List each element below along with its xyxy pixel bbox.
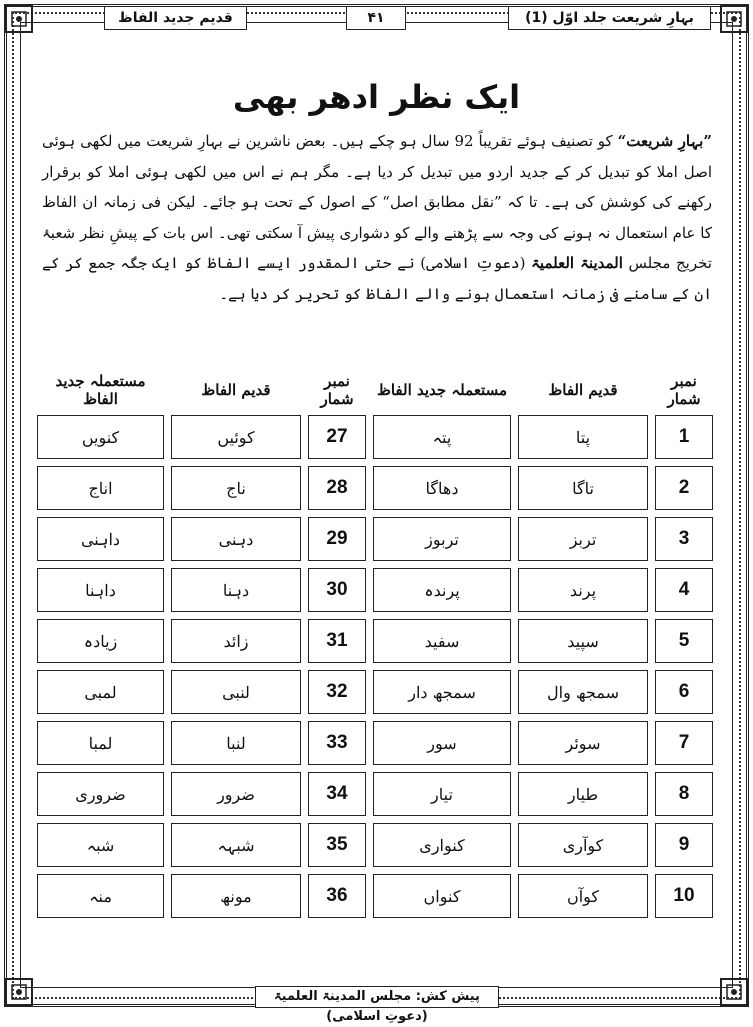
intro-paragraph	[42, 126, 712, 309]
serial-cell: 31	[308, 619, 366, 663]
new-word-cell: داہنا	[37, 568, 164, 612]
page-title: ایک نظر ادھر بھی	[232, 78, 521, 116]
old-word-cell: سمجھ وال	[518, 670, 648, 714]
new-word-cell: سور	[373, 721, 511, 765]
new-word-cell: داہنی	[37, 517, 164, 561]
new-word-cell: لمبا	[37, 721, 164, 765]
intro-org-name: المدینۃ العلمیۃ	[531, 254, 623, 272]
old-word-cell: تاگا	[518, 466, 648, 510]
header-serial-1: نمبر شمار	[667, 372, 701, 408]
serial-cell: 4	[655, 568, 713, 612]
table-row	[37, 670, 713, 714]
header-book-title: بہارِ شریعت جلد اوّل (1)	[508, 6, 711, 30]
new-word-cell: لمبی	[37, 670, 164, 714]
corner-ornament-top-left	[2, 2, 36, 36]
words-table	[37, 365, 713, 925]
old-word-cell: کوآں	[518, 874, 648, 918]
header-section-title: قدیم جدید الفاظ	[104, 6, 247, 30]
serial-cell: 3	[655, 517, 713, 561]
new-word-cell: پرندہ	[373, 568, 511, 612]
table-row	[37, 568, 713, 612]
new-word-cell: کنواں	[373, 874, 511, 918]
intro-text-2: (دعوتِ اسلامی) نے حتی المقدور ایسے الفاظ کو ایک جگہ جمع کر کے ان کے سامنے فی زمانہ استعمال ہونے والے الفاظ کو تحریر کر دیا ہے۔	[42, 254, 712, 303]
header-serial-2: نمبر شمار	[320, 372, 354, 408]
table-row	[37, 721, 713, 765]
serial-cell: 7	[655, 721, 713, 765]
new-word-cell: سمجھ دار	[373, 670, 511, 714]
old-word-cell: لنبی	[171, 670, 301, 714]
table-row	[37, 823, 713, 867]
serial-cell: 6	[655, 670, 713, 714]
serial-cell: 8	[655, 772, 713, 816]
old-word-cell: لنبا	[171, 721, 301, 765]
serial-cell: 29	[308, 517, 366, 561]
serial-cell: 10	[655, 874, 713, 918]
serial-cell: 32	[308, 670, 366, 714]
old-word-cell: تربز	[518, 517, 648, 561]
old-word-cell: ضرور	[171, 772, 301, 816]
header-page-number: ۴۱	[346, 6, 406, 30]
old-word-cell: طیار	[518, 772, 648, 816]
old-word-cell: پتا	[518, 415, 648, 459]
serial-cell: 27	[308, 415, 366, 459]
serial-cell: 35	[308, 823, 366, 867]
new-word-cell: ضروری	[37, 772, 164, 816]
intro-book-name: ”بہارِ شریعت“	[617, 132, 712, 150]
new-word-cell: کنویں	[37, 415, 164, 459]
header-new-1: مستعملہ جدید الفاظ	[376, 381, 507, 399]
old-word-cell: زائد	[171, 619, 301, 663]
serial-cell: 2	[655, 466, 713, 510]
corner-ornament-top-right	[717, 2, 751, 36]
new-word-cell: سفید	[373, 619, 511, 663]
table-header-row	[37, 372, 713, 408]
serial-cell: 5	[655, 619, 713, 663]
new-word-cell: پتہ	[373, 415, 511, 459]
serial-cell: 9	[655, 823, 713, 867]
table-row	[37, 415, 713, 459]
old-word-cell: کوآری	[518, 823, 648, 867]
old-word-cell: شبہہ	[171, 823, 301, 867]
serial-cell: 28	[308, 466, 366, 510]
table-row	[37, 874, 713, 918]
new-word-cell: کنواری	[373, 823, 511, 867]
footer-credit: پیش کش: مجلس المدینۃ العلمیۃ (دعوتِ اسلامی)	[255, 986, 499, 1008]
old-word-cell: ناج	[171, 466, 301, 510]
corner-ornament-bottom-right	[717, 975, 751, 1009]
serial-cell: 34	[308, 772, 366, 816]
old-word-cell: دہنی	[171, 517, 301, 561]
old-word-cell: مونھ	[171, 874, 301, 918]
new-word-cell: تیار	[373, 772, 511, 816]
new-word-cell: تربوز	[373, 517, 511, 561]
table-row	[37, 466, 713, 510]
header-new-2: مستعملہ جدید الفاظ	[55, 372, 146, 408]
serial-cell: 30	[308, 568, 366, 612]
old-word-cell: سپید	[518, 619, 648, 663]
table-row	[37, 772, 713, 816]
new-word-cell: شبہ	[37, 823, 164, 867]
new-word-cell: زیادہ	[37, 619, 164, 663]
intro-text-1: کو تصنیف ہوئے تقریباً 92 سال ہو چکے ہیں۔ بعض ناشرین نے بہارِ شریعت میں لکھی ہوئی اصل املا کو تبدیل کر کے جدید اردو میں تبدیل کر دیا ہے۔ مگر ہم نے اس میں لکھی ہوئی املا کو برقرار رکھنے کی کوشش کی ہے۔ تا کہ ”نقل مطابق اصل“ کے اصول کے تحت ہو جائے۔ لیکن فی زمانہ ان الفاظ کا عام استعمال نہ ہونے کی وجہ سے پڑھنے والے کو دشواری پیش آ سکتی تھی۔ اس بات کے پیشِ نظر شعبۂ تخریج مجلس	[42, 132, 712, 272]
corner-ornament-bottom-left	[2, 975, 36, 1009]
old-word-cell: دہنا	[171, 568, 301, 612]
serial-cell: 1	[655, 415, 713, 459]
old-word-cell: پرند	[518, 568, 648, 612]
new-word-cell: منہ	[37, 874, 164, 918]
header-old-2: قدیم الفاظ	[201, 381, 271, 399]
old-word-cell: سوئر	[518, 721, 648, 765]
new-word-cell: اناج	[37, 466, 164, 510]
serial-cell: 36	[308, 874, 366, 918]
old-word-cell: کوئیں	[171, 415, 301, 459]
serial-cell: 33	[308, 721, 366, 765]
header-old-1: قدیم الفاظ	[548, 381, 618, 399]
new-word-cell: دھاگا	[373, 466, 511, 510]
table-row	[37, 517, 713, 561]
table-row	[37, 619, 713, 663]
